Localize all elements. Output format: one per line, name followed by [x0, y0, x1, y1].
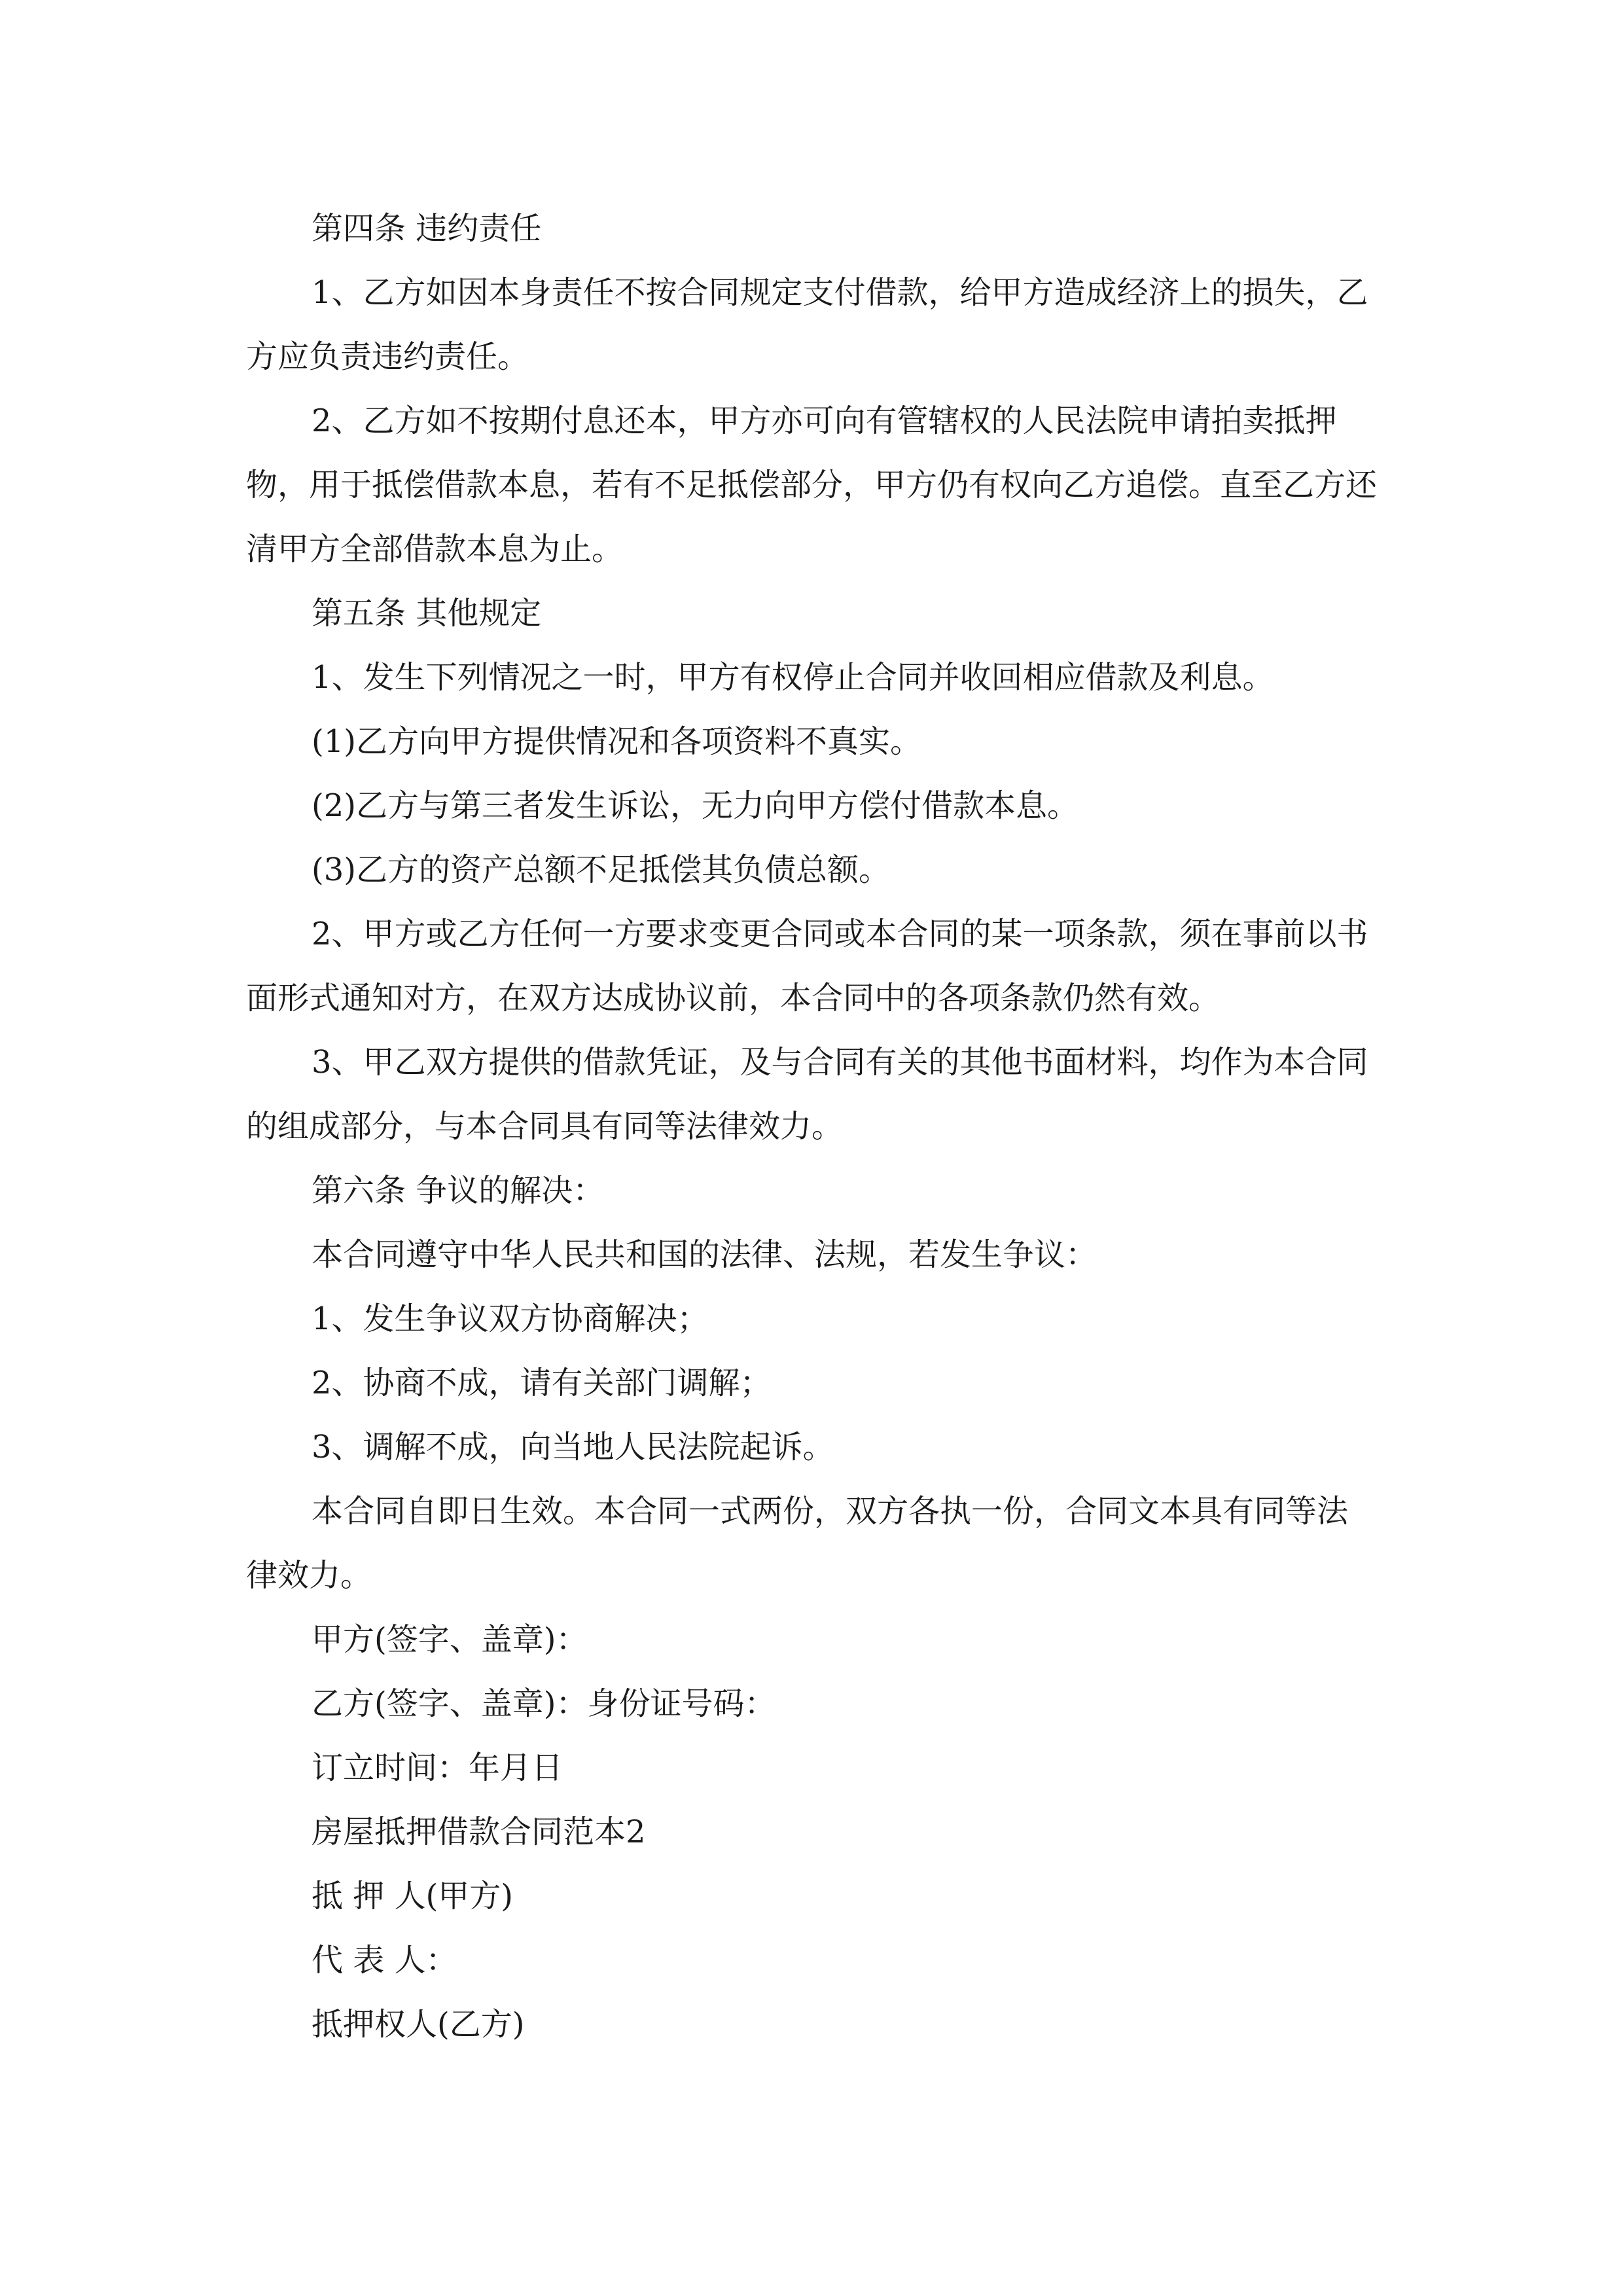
clause-5-1-item-2: (2)乙方与第三者发生诉讼，无力向甲方偿付借款本息。: [312, 787, 1079, 824]
article-4-heading: 第四条 违约责任: [312, 210, 542, 247]
party-b-signature-line: 乙方(签字、盖章)：身份证号码：: [312, 1685, 776, 1722]
clause-4-1: 1、乙方如因本身责任不按合同规定支付借款，给甲方造成经济上的损失，乙方应负责违约责任。: [246, 274, 1368, 375]
party-a-signature-line: 甲方(签字、盖章)：: [312, 1621, 588, 1658]
sample-2-title: 房屋抵押借款合同范本2: [312, 1814, 646, 1850]
clause-6-3: 3、调解不成，向当地人民法院起诉。: [312, 1429, 834, 1465]
article-6-heading: 第六条 争议的解决：: [312, 1172, 605, 1209]
signing-date-line: 订立时间：年月日: [312, 1749, 563, 1786]
article-5-heading: 第五条 其他规定: [312, 595, 542, 632]
clause-6-1: 1、发生争议双方协商解决；: [312, 1300, 709, 1337]
mortgagee-line: 抵押权人(乙方): [312, 2006, 525, 2043]
clause-5-3: 3、甲乙双方提供的借款凭证，及与合同有关的其他书面材料，均作为本合同的组成部分，与本合同具有同等法律效力。: [246, 1044, 1368, 1145]
clause-6-2: 2、协商不成，请有关部门调解；: [312, 1365, 772, 1401]
clause-5-1-item-1: (1)乙方向甲方提供情况和各项资料不真实。: [312, 723, 921, 760]
clause-4-2: 2、乙方如不按期付息还本，甲方亦可向有管辖权的人民法院申请拍卖抵押物，用于抵偿借款本息，若有不足抵偿部分，甲方仍有权向乙方追偿。直至乙方还清甲方全部借款本息为止。: [246, 403, 1378, 567]
article-6-intro: 本合同遵守中华人民共和国的法律、法规，若发生争议：: [312, 1236, 1097, 1273]
effective-clause: 本合同自即日生效。本合同一式两份，双方各执一份，合同文本具有同等法律效力。: [246, 1493, 1349, 1594]
clause-5-1: 1、发生下列情况之一时，甲方有权停止合同并收回相应借款及利息。: [312, 659, 1274, 696]
mortgagor-line: 抵 押 人(甲方): [312, 1878, 513, 1914]
representative-line: 代 表 人：: [312, 1942, 457, 1979]
clause-5-2: 2、甲方或乙方任何一方要求变更合同或本合同的某一项条款，须在事前以书面形式通知对方，在双方达成协议前，本合同中的各项条款仍然有效。: [246, 916, 1368, 1016]
document-body: [246, 196, 1378, 2056]
clause-5-1-item-3: (3)乙方的资产总额不足抵偿其负债总额。: [312, 852, 890, 888]
